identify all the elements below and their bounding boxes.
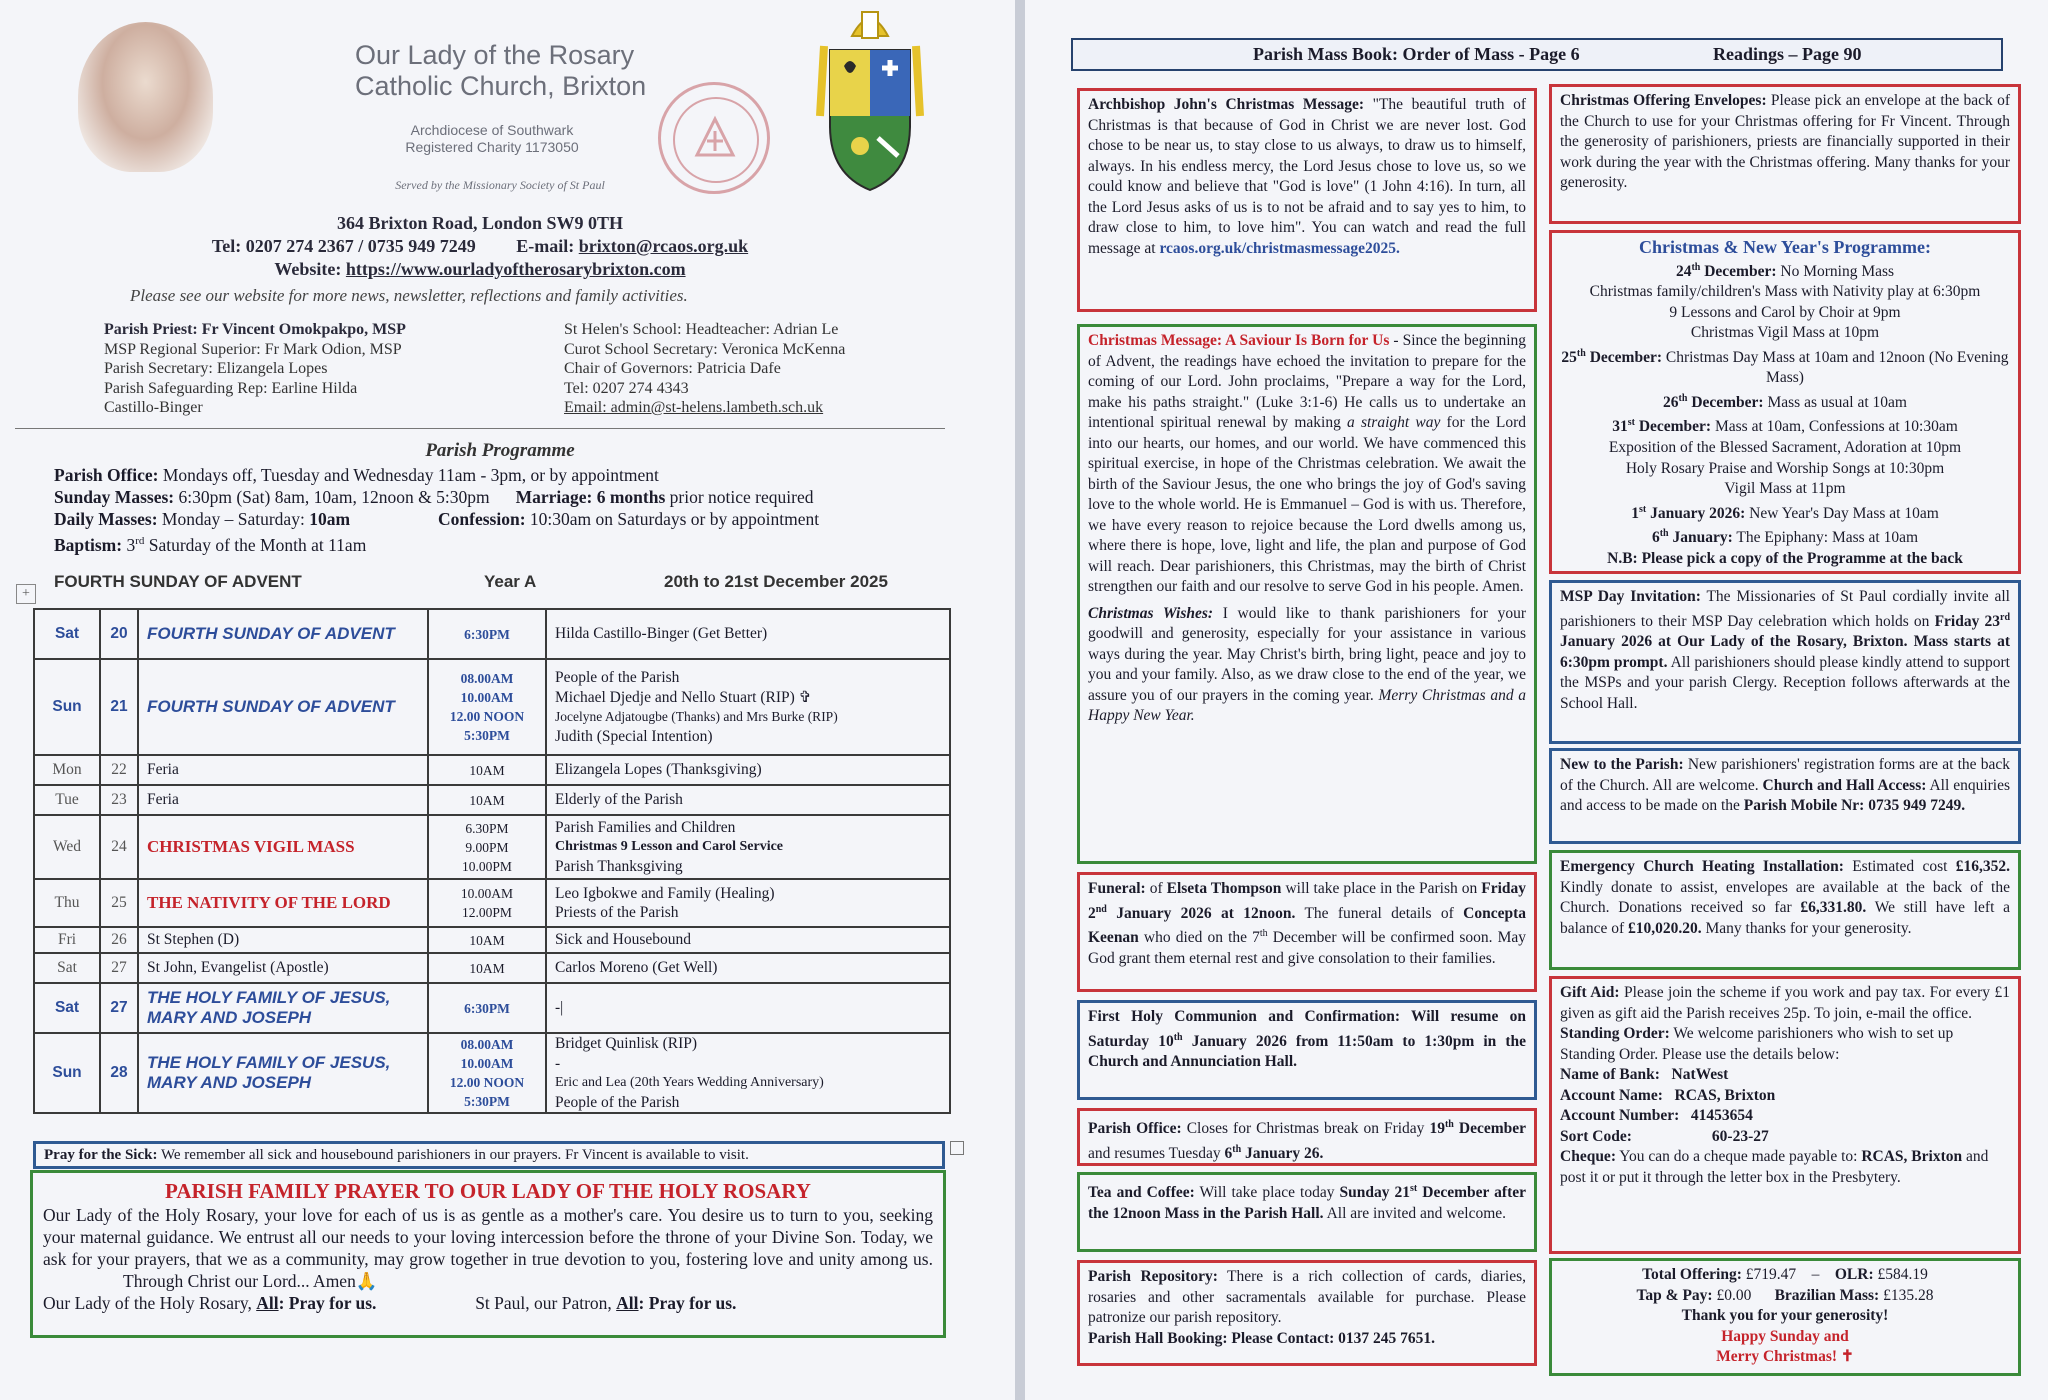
sunday-heading — [54, 572, 954, 592]
programme-line: Christmas family/children's Mass with Nativity play at 6:30pm — [1589, 283, 1981, 301]
archbishop-message: Archbishop John's Christmas Message: "The beautiful truth of Christmas is that because of God in Christ we are never lost. God chose to be near us, to stay close to us always, to draw us to himself, always. In his endless mercy, the Lord Jesus chose to love us, so we could know and believe that "God is love" (1 John 4:16). In turn, all the Lord Jesus asks of us is to not be afraid and to say yes to him, to draw close to him, to love him". You can watch and read the full message at rcaos.org.uk/christmasmessage2025. — [1077, 88, 1537, 312]
mass-date: 24 — [100, 815, 138, 879]
mass-intention: Michael Djedje and Nello Stuart (RIP) ✞ — [555, 688, 812, 706]
contact-line: Tel: 0207 274 2367 / 0735 949 7249 E-mail: brixton@rcaos.org.uk — [211, 236, 749, 256]
church-name-line2: Catholic Church, Brixton — [355, 71, 647, 101]
phone-numbers: 0207 274 2367 / 0735 949 7249 — [245, 236, 476, 256]
mass-time: 10AM — [469, 762, 505, 778]
liturgical-day: St Stephen (D) — [138, 927, 428, 953]
mass-time: 10AM — [469, 792, 505, 808]
mass-intention: Elizangela Lopes (Thanksgiving) — [555, 761, 762, 779]
mass-day: Wed — [34, 815, 100, 879]
liturgical-day: THE NATIVITY OF THE LORD — [138, 879, 428, 927]
liturgical-day: Feria — [138, 755, 428, 785]
regional-superior: MSP Regional Superior: Fr Mark Odion, MSP — [104, 340, 402, 358]
programme-title: Christmas & New Year's Programme: — [1639, 237, 1931, 257]
mass-date: 22 — [100, 755, 138, 785]
mass-intention: Christmas 9 Lesson and Carol Service — [555, 839, 784, 855]
mass-row — [34, 927, 950, 953]
mass-intentions — [546, 983, 950, 1033]
msp-seal-logo — [658, 82, 770, 194]
thank-you: Thank you for your generosity! — [1681, 1307, 1889, 1324]
safeguarding-rep: Parish Safeguarding Rep: Earline Hilda — [104, 379, 358, 397]
school-staff-list — [564, 320, 984, 418]
mass-date: 28 — [100, 1033, 138, 1113]
mass-time: 10.00AM — [460, 1056, 514, 1071]
mass-date: 23 — [100, 785, 138, 815]
mass-time: 10.00PM — [462, 858, 512, 874]
heating-appeal: Emergency Church Heating Installation: Estimated cost £16,352. Kindly donate to assist, envelopes are available at the back of the Church. Donations received so far £6,331.80. We still have left a balance of £10,020.20. Many thanks for your generosity. — [1549, 850, 2021, 970]
mass-times — [428, 609, 546, 659]
mass-time: 12.00 NOON — [449, 1075, 525, 1090]
tap-and-pay: Tap & Pay: £0.00 Brazilian Mass: £135.28 — [1636, 1286, 1934, 1304]
mass-day: Sun — [34, 1033, 100, 1113]
christmas-wishes: Christmas Wishes: I would like to thank parishioners for your goodwill and generosity, especially for your assistance in various ways during the year. May Christ's birth, bring light, peace and joy to you and your family. Also, as we draw close to the end of the year, we assure you of our prayers in the coming year. Merry Christmas and a Happy New Year. — [1088, 604, 1527, 724]
mass-intention: Judith (Special Intention) — [555, 727, 713, 745]
mass-intentions — [546, 659, 950, 755]
happy-sunday: Happy Sunday and — [1721, 1327, 1849, 1345]
mass-times — [428, 755, 546, 785]
checkbox-icon[interactable] — [950, 1141, 964, 1155]
sunday-dates: 20th to 21st December 2025 — [664, 572, 888, 591]
website-line: Website: https://www.ourladyoftherosarybrixton.com — [274, 259, 686, 279]
liturgical-day: Feria — [138, 785, 428, 815]
liturgical-day: FOURTH SUNDAY OF ADVENT — [138, 659, 428, 755]
registered-charity: Registered Charity 1173050 — [405, 139, 579, 155]
our-lady-portrait-image — [78, 22, 213, 172]
mass-intention: Hilda Castillo-Binger (Get Better) — [555, 625, 768, 643]
mass-intentions — [546, 609, 950, 659]
archdiocese-info — [392, 122, 592, 156]
mass-row — [34, 785, 950, 815]
mass-date: 25 — [100, 879, 138, 927]
mass-row — [34, 815, 950, 879]
chair-of-governors: Chair of Governors: Patricia Dafe — [564, 360, 781, 377]
mass-time: 10AM — [469, 932, 505, 948]
mass-intentions — [546, 785, 950, 815]
sunday-masses: Sunday Masses: 6:30pm (Sat) 8am, 10am, 12noon & 5:30pm Marriage: 6 months prior notice required — [54, 487, 814, 507]
church-name-line1: Our Lady of the Rosary — [355, 40, 635, 70]
liturgical-day: THE HOLY FAMILY OF JESUS, MARY AND JOSEPH — [138, 983, 428, 1033]
sort-code: Sort Code: 60-23-27 — [1560, 1127, 1769, 1145]
offering-envelopes: Christmas Offering Envelopes: Please pick an envelope at the back of the Church to use for your Christmas offering for Fr Vincent. Through the generosity of parishioners, priests are financially supported in their work during the year with the Christmas offering. Many thanks for your generosity. — [1549, 84, 2021, 224]
merry-christmas: Merry Christmas! ✝ — [1716, 1348, 1854, 1365]
programme-line: Christmas Vigil Mass at 10pm — [1690, 324, 1880, 342]
mass-times — [428, 983, 546, 1033]
christmas-new-year-programme — [1549, 230, 2021, 574]
programme-lines — [1560, 258, 2010, 549]
liturgical-year: Year A — [484, 572, 537, 591]
mass-time: 5:30PM — [464, 728, 510, 743]
bank-name: Name of Bank: NatWest — [1560, 1066, 1729, 1083]
mass-intention: Bridget Quinlisk (RIP) — [555, 1035, 698, 1052]
mass-date: 27 — [100, 953, 138, 983]
programme-line: 25th December: Christmas Day Mass at 10am and 12noon (No Evening Mass) — [1561, 347, 2009, 387]
liturgical-day: St John, Evangelist (Apostle) — [138, 953, 428, 983]
school-email-link[interactable]: Email: admin@st-helens.lambeth.sch.uk — [564, 399, 824, 416]
mass-intention: People of the Parish — [555, 1093, 680, 1111]
mass-intentions — [546, 927, 950, 953]
mass-date: 26 — [100, 927, 138, 953]
christmas-message: Christmas Message: A Saviour Is Born for Us - Since the beginning of Advent, the readings have echoed the invitation to prepare for the coming of our Lord. John proclaims, "Prepare a way for the Lord, make his paths straight." (Luke 3:1-6) He calls us to undertake an intentional spiritual renewal by making a straight way for the Lord into our hearts, our homes, and our world. We have commenced this spiritual exercise, in hope of the Christmas celebration. We await the birth of the Saviour Jesus, the one who brings the joy of God's saving love to the whole world. He is Emmanuel – God is with us. Therefore, we have every reason to rejoice because the Lord dwells among us, where there is hope, love, light and life, the plan and purpose of God will reach. Dear parishioners, this Christmas, may the birth of Christ strengthen our faith and our resolve to serve God in his people. Amen. Christmas Wishes: I would like to thank parishioners for your goodwill and generosity, especially for your assistance in various ways during the year. May Christ's birth, bring light, peace and joy to you and your family. Also, as we draw close to the end of the year, we assure you of our prayers in the coming year. Merry Christmas and a Happy New Year. — [1077, 324, 1537, 864]
mass-day: Sat — [34, 609, 100, 659]
mass-row — [34, 1033, 950, 1113]
contact-block — [140, 212, 820, 281]
programme-line: 24th December: No Morning Mass — [1675, 261, 1895, 280]
divider — [15, 428, 945, 429]
office-hours: Parish Office: Mondays off, Tuesday and Wednesday 11am - 3pm, or by appointment — [54, 465, 659, 485]
website-link[interactable]: https://www.ourladyoftherosarybrixton.com — [345, 259, 686, 279]
mass-intention: People of the Parish — [555, 669, 680, 686]
programme-line: 26th December: Mass as usual at 10am — [1663, 392, 1907, 411]
msp-day-invitation: MSP Day Invitation: The Missionaries of St Paul cordially invite all parishioners to their MSP Day celebration which holds on Friday 23rd January 2026 at Our Lady of the Rosary, Brixton. Mass starts at 6:30pm prompt. All parishioners should please kindly attend to support the MSPs and your parish Clergy. Reception follows afterwards at the School Hall. — [1549, 580, 2021, 744]
readings-page: Readings – Page 90 — [1713, 44, 1862, 64]
weekly-offering-totals — [1549, 1258, 2021, 1376]
mass-time: 9.00PM — [465, 839, 509, 855]
cheque-info: Cheque: You can do a cheque made payable to: RCAS, Brixton and post it or put it through the letter box in the Presbytery. — [1560, 1148, 1989, 1186]
mass-row — [34, 983, 950, 1033]
church-address: 364 Brixton Road, London SW9 0TH — [336, 213, 624, 233]
archdiocese-coat-of-arms-logo — [800, 6, 940, 196]
message-link[interactable]: rcaos.org.uk/christmasmessage2025. — [1159, 239, 1400, 257]
mass-times — [428, 1033, 546, 1113]
mass-times — [428, 815, 546, 879]
parish-repository: Parish Repository: There is a rich collection of cards, diaries, rosaries and other sacramentals available for purchase. Please patronize our parish repository. Parish Hall Booking: Please Contact: 0137 245 7651. — [1077, 1260, 1537, 1366]
total-offering: Total Offering: £719.47 – OLR: £584.19 — [1642, 1266, 1928, 1283]
mass-intention: Leo Igbokwe and Family (Healing) — [555, 884, 775, 902]
mass-intention: Carlos Moreno (Get Well) — [555, 959, 718, 977]
bulletin-right-page — [1025, 0, 2048, 1400]
mass-intention: -| — [555, 999, 564, 1017]
mass-intentions — [546, 815, 950, 879]
safeguarding-rep-cont: Castillo-Binger — [104, 399, 203, 416]
communion-confirmation: First Holy Communion and Confirmation: Will resume on Saturday 10th January 2026 from 11:50am to 1:30pm in the Church and Annunciation Hall. — [1077, 1000, 1537, 1100]
baptism: Baptism: 3rd Saturday of the Month at 11am — [54, 534, 367, 555]
parish-programme — [54, 464, 954, 556]
mass-time: 12.00PM — [462, 905, 512, 920]
programme-note: N.B: Please pick a copy of the Programme at the back — [1607, 549, 1963, 567]
mass-times — [428, 659, 546, 755]
liturgical-day: CHRISTMAS VIGIL MASS — [138, 815, 428, 879]
mass-day: Mon — [34, 755, 100, 785]
mass-time: 10AM — [469, 960, 505, 976]
mass-date: 27 — [100, 983, 138, 1033]
school-headteacher: St Helen's School: Headteacher: Adrian Le — [564, 321, 839, 338]
expand-table-icon[interactable]: + — [16, 584, 36, 604]
order-of-mass-page: Parish Mass Book: Order of Mass - Page 6 — [1253, 44, 1580, 64]
mass-row — [34, 755, 950, 785]
hall-booking: Parish Hall Booking: Please Contact: 0137 245 7651. — [1088, 1329, 1436, 1347]
mass-intention: - — [555, 1054, 561, 1072]
mass-day: Sun — [34, 659, 100, 755]
liturgical-day: FOURTH SUNDAY OF ADVENT — [138, 609, 428, 659]
mass-row — [34, 879, 950, 927]
liturgical-day: THE HOLY FAMILY OF JESUS, MARY AND JOSEPH — [138, 1033, 428, 1113]
gift-aid-and-standing-order — [1549, 976, 2021, 1254]
mass-date: 20 — [100, 609, 138, 659]
mass-intention: Jocelyne Adjatougbe (Thanks) and Mrs Burke (RIP) — [555, 709, 838, 724]
church-name — [355, 40, 655, 102]
mass-day: Thu — [34, 879, 100, 927]
tea-and-coffee: Tea and Coffee: Will take place today Sunday 21st December after the 12noon Mass in the Parish Hall. All are invited and welcome. — [1077, 1172, 1537, 1252]
parish-priest: Parish Priest: Fr Vincent Omokpakpo, MSP — [104, 321, 406, 338]
mass-row — [34, 953, 950, 983]
mass-time: 08.00AM — [460, 671, 514, 686]
mass-times — [428, 785, 546, 815]
account-number: Account Number: 41453654 — [1560, 1107, 1753, 1124]
mass-intention: Priests of the Parish — [555, 904, 679, 921]
school-phone: Tel: 0207 274 4343 — [564, 379, 689, 397]
mass-row — [34, 609, 950, 659]
mass-times — [428, 953, 546, 983]
mass-time: 6:30PM — [464, 626, 510, 642]
programme-line: Vigil Mass at 11pm — [1724, 480, 1846, 498]
new-to-parish: New to the Parish: New parishioners' registration forms are at the back of the Church. All are welcome. Church and Hall Access: All enquiries and access to be made on the Parish Mobile Nr: 0735 949 7249. — [1549, 748, 2021, 844]
mass-date: 21 — [100, 659, 138, 755]
prayer-text: Our Lady of the Holy Rosary, your love for each of us is as gentle as a mother's care. You desire us to turn to you, seeking your maternal guidance. We entrust all our needs to your loving intercession before the throne of your Divine Son. Today, we ask for your prayers, that we as a community, may grow together in true devotion to you, fostering love and unity among us.Through Christ our Lord... Amen🙏 — [43, 1205, 933, 1291]
mass-intention: Elderly of the Parish — [555, 791, 683, 809]
email-link[interactable]: brixton@rcaos.org.uk — [578, 236, 749, 256]
mass-intention: Parish Thanksgiving — [555, 857, 683, 875]
gift-aid: Gift Aid: Please join the scheme if you work and pay tax. For every £1 given as gift aid the Parish receives 25p. To join, e-mail the office. — [1560, 984, 2010, 1022]
school-secretary: Curot School Secretary: Veronica McKenna — [564, 340, 846, 358]
account-name: Account Name: RCAS, Brixton — [1560, 1086, 1776, 1104]
parish-secretary: Parish Secretary: Elizangela Lopes — [104, 360, 328, 377]
mass-intentions — [546, 879, 950, 927]
mass-time: 08.00AM — [460, 1037, 514, 1052]
mass-intention: Parish Families and Children — [555, 818, 736, 836]
programme-line: 6th January: The Epiphany: Mass at 10am — [1651, 528, 1919, 547]
mass-time: 6:30PM — [464, 1000, 510, 1016]
mass-intentions — [546, 1033, 950, 1113]
mass-intentions — [546, 755, 950, 785]
daily-masses: Daily Masses: Monday – Saturday: 10am Confession: 10:30am on Saturdays or by appointment — [54, 509, 820, 529]
website-note: Please see our website for more news, newsletter, reflections and family activities. — [130, 286, 688, 305]
bulletin-left-page — [0, 0, 1015, 1400]
mass-intention: Eric and Lea (20th Years Wedding Anniversary) — [555, 1075, 824, 1090]
mass-day: Tue — [34, 785, 100, 815]
parish-staff-list — [104, 320, 544, 418]
mass-book-header — [1071, 38, 2003, 71]
sunday-name: FOURTH SUNDAY OF ADVENT — [54, 572, 302, 591]
funeral-notice: Funeral: of Elseta Thompson will take place in the Parish on Friday 2nd January 2026 at 12noon. The funeral details of Concepta Keenan who died on the 7th December will be confirmed soon. May God grant them eternal rest and give consolation to their families. — [1077, 872, 1537, 992]
mass-row — [34, 659, 950, 755]
mass-time: 10.00AM — [460, 886, 514, 901]
mass-intentions-table — [33, 608, 951, 1114]
mass-day: Fri — [34, 927, 100, 953]
mass-day: Sat — [34, 983, 100, 1033]
programme-line: 31st December: Mass at 10am, Confessions at 10:30am — [1612, 417, 1958, 436]
mass-intention: Sick and Housebound — [555, 931, 692, 949]
standing-order: Standing Order: We welcome parishioners who wish to set up Standing Order. Please use the details below: — [1560, 1025, 1954, 1063]
parish-family-prayer — [30, 1170, 946, 1338]
mass-times — [428, 879, 546, 927]
mass-day: Sat — [34, 953, 100, 983]
mass-time: 5:30PM — [464, 1094, 510, 1109]
office-closure-notice: Parish Office: Closes for Christmas break on Friday 19th December and resumes Tuesday 6th January 26. — [1077, 1108, 1537, 1166]
mass-time: 10.00AM — [460, 690, 514, 705]
programme-line: Holy Rosary Praise and Worship Songs at 10:30pm — [1625, 459, 1945, 477]
mass-times — [428, 927, 546, 953]
programme-line: 1st January 2026: New Year's Day Mass at 10am — [1631, 503, 1939, 522]
mass-intentions — [546, 953, 950, 983]
mass-time: 6.30PM — [465, 820, 509, 836]
parish-programme-title: Parish Programme — [425, 440, 575, 461]
served-by: Served by the Missionary Society of St Paul — [395, 178, 605, 192]
programme-line: 9 Lessons and Carol by Choir at 9pm — [1669, 303, 1901, 321]
programme-line: Exposition of the Blessed Sacrament, Adoration at 10pm — [1608, 439, 1962, 457]
pray-for-sick: Pray for the Sick: We remember all sick and housebound parishioners in our prayers. Fr Vincent is available to visit. — [33, 1141, 945, 1169]
prayer-invocations: Our Lady of the Holy Rosary, All: Pray for us. St Paul, our Patron, All: Pray for us. — [43, 1293, 737, 1313]
archdiocese-name: Archdiocese of Southwark — [410, 122, 574, 138]
mass-time: 12.00 NOON — [449, 709, 525, 724]
page-fold — [1015, 0, 1025, 1400]
prayer-title: PARISH FAMILY PRAYER TO OUR LADY OF THE HOLY ROSARY — [165, 1179, 811, 1203]
